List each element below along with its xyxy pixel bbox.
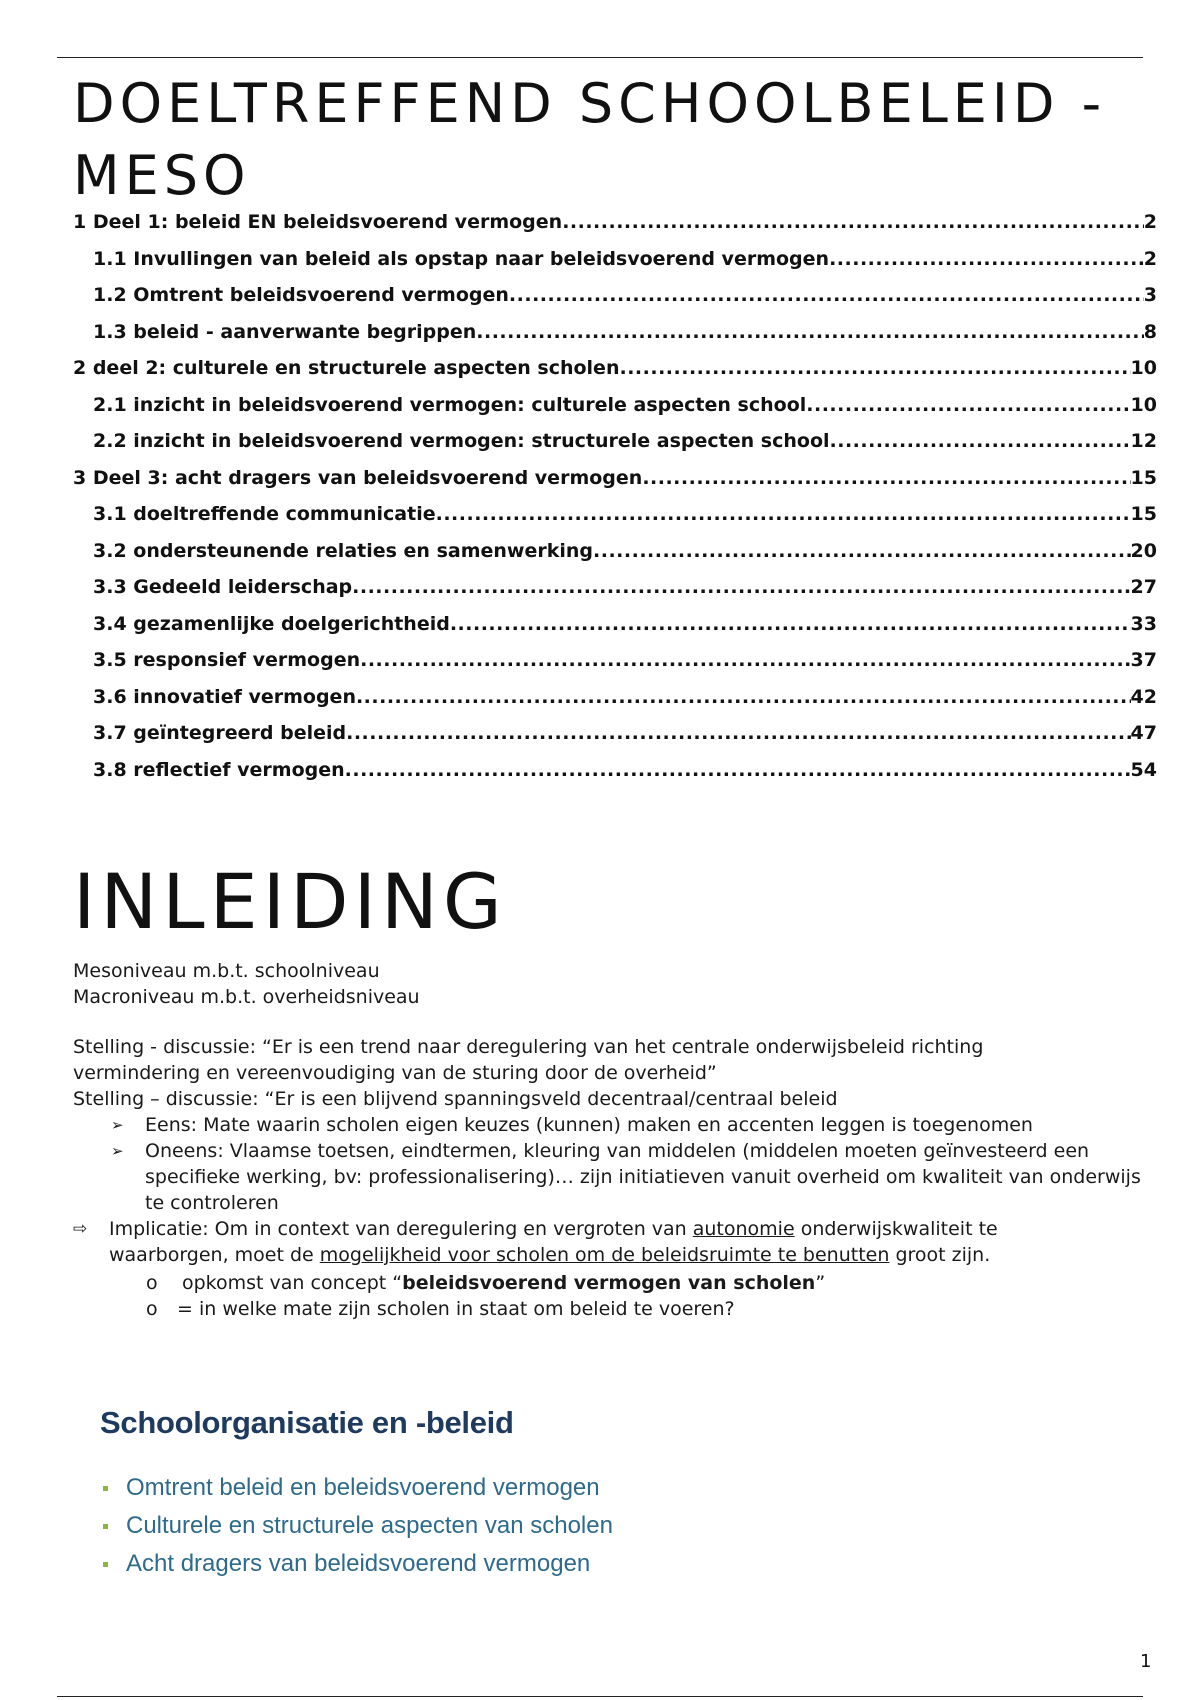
slide-list-item	[100, 1545, 800, 1583]
implicatie-text: onderwijskwaliteit te	[794, 1218, 998, 1240]
toc-entry-text: 2.1 inzicht in beleidsvoerend vermogen: culturele aspecten school	[93, 393, 807, 416]
toc-entry-text: 3.7 geïntegreerd beleid	[93, 722, 347, 744]
header-rule	[57, 57, 1143, 58]
toc-leader	[356, 686, 1131, 708]
slide-bullet-list	[100, 1469, 800, 1583]
page-number: 1	[1140, 1651, 1152, 1672]
sub-item	[73, 1296, 1163, 1322]
toc-entry-text: 1.1 Invullingen van beleid als opstap naar beleidsvoerend vermogen	[93, 247, 830, 270]
toc-entry[interactable]	[73, 467, 1157, 504]
sub-item-text: ”	[815, 1272, 826, 1294]
list-item-text: Oneens: Vlaamse toetsen, eindtermen, kleuring van middelen (middelen moeten geïnvesteerd een specifieke werking, bv: professionalisering)… zijn initiatieven vanuit overheid om kwaliteit van onderwijs te controleren	[145, 1140, 1141, 1214]
stelling-1-line-1: Stelling - discussie: “Er is een trend naar deregulering van het centrale onderwijsbeleid richting	[73, 1036, 984, 1058]
toc-leader	[352, 576, 1130, 598]
toc-leader	[345, 759, 1131, 781]
toc-page-number: 12	[1130, 430, 1157, 452]
toc-leader	[619, 357, 1130, 379]
toc-page-number: 42	[1130, 685, 1157, 708]
toc-entry[interactable]	[73, 321, 1157, 358]
toc-leader	[829, 248, 1144, 270]
slide-list-item	[100, 1469, 800, 1507]
toc-page-number: 37	[1130, 649, 1157, 671]
toc-entry[interactable]	[73, 540, 1157, 577]
list-item-text: Eens: Mate waarin scholen eigen keuzes (kunnen) maken en accenten leggen is toegenomen	[145, 1114, 1033, 1136]
circle-bullet-icon: o	[146, 1272, 158, 1294]
intro-body	[73, 958, 1163, 1322]
toc-entry-text: 2.2 inzicht in beleidsvoerend vermogen: structurele aspecten school	[93, 430, 830, 452]
toc-entry-text: 3.4 gezamenlijke doelgerichtheid	[93, 612, 450, 635]
slide-item-text: Acht dragers van beleidsvoerend vermogen	[126, 1550, 591, 1577]
toc-entry-text: 3.8 reflectief vermogen	[93, 758, 345, 781]
toc-entry-text: 1.2 Omtrent beleidsvoerend vermogen	[93, 284, 509, 306]
toc-entry[interactable]	[73, 284, 1157, 321]
toc-page-number: 3	[1143, 284, 1157, 306]
toc-entry-text: 3.2 ondersteunende relaties en samenwerking	[93, 539, 594, 562]
toc-page-number: 10	[1130, 393, 1157, 416]
toc-entry[interactable]	[73, 722, 1157, 759]
slide-title: Schoolorganisatie en -beleid	[100, 1405, 514, 1440]
toc-leader	[593, 540, 1131, 562]
implicatie-item	[73, 1216, 1163, 1268]
list-item-oneens	[73, 1138, 1163, 1216]
square-bullet-icon	[103, 1524, 108, 1529]
implicatie-underlined: autonomie	[692, 1218, 795, 1240]
toc-leader	[562, 211, 1144, 233]
toc-entry[interactable]	[73, 357, 1157, 394]
implication-arrow-icon: ⇨	[73, 1219, 88, 1239]
sub-item-text: opkomst van concept “	[182, 1272, 403, 1294]
implicatie-text: Implicatie: Om in context van deregulering en vergroten van	[109, 1218, 693, 1240]
toc-entry-text: 1.3 beleid - aanverwante begrippen	[93, 320, 477, 343]
toc-entry[interactable]	[73, 686, 1157, 723]
toc-page-number: 33	[1130, 612, 1157, 635]
toc-entry[interactable]	[73, 503, 1157, 540]
toc-page-number: 20	[1130, 539, 1157, 562]
implicatie-text: waarborgen, moet de	[109, 1244, 320, 1266]
sub-item-text: = in welke mate zijn scholen in staat om beleid te voeren?	[177, 1298, 735, 1320]
toc-entry-text: 3 Deel 3: acht dragers van beleidsvoerend vermogen	[73, 466, 643, 489]
sub-item	[73, 1270, 1163, 1296]
toc-entry-text: 3.3 Gedeeld leiderschap	[93, 576, 353, 598]
toc-page-number: 54	[1130, 758, 1157, 781]
paragraph-line: Mesoniveau m.b.t. schoolniveau	[73, 960, 380, 982]
slide-list-item	[100, 1507, 800, 1545]
toc-entry[interactable]	[73, 211, 1157, 248]
table-of-contents	[73, 211, 1157, 795]
paragraph-line: Macroniveau m.b.t. overheidsniveau	[73, 986, 420, 1008]
toc-leader	[436, 503, 1131, 525]
toc-leader	[509, 284, 1144, 306]
section-heading-inleiding: INLEIDING	[73, 857, 507, 946]
arrow-bullet-icon: ➢	[111, 1116, 124, 1134]
toc-page-number: 15	[1130, 503, 1157, 525]
toc-page-number: 2	[1143, 247, 1157, 270]
toc-entry-text: 3.5 responsief vermogen	[93, 649, 361, 671]
stelling-2: Stelling – discussie: “Er is een blijvend spanningsveld decentraal/centraal beleid	[73, 1088, 838, 1110]
toc-leader	[830, 430, 1131, 452]
toc-entry-text: 1 Deel 1: beleid EN beleidsvoerend vermogen	[73, 211, 563, 233]
document-title: DOELTREFFEND SCHOOLBELEID - MESO	[73, 72, 1107, 207]
toc-leader	[476, 321, 1144, 343]
toc-page-number: 27	[1130, 576, 1157, 598]
toc-entry[interactable]	[73, 649, 1157, 686]
toc-page-number: 15	[1130, 466, 1157, 489]
implicatie-text: groot zijn.	[889, 1244, 991, 1266]
stelling-1-line-2: vermindering en vereenvoudiging van de sturing door de overheid”	[73, 1062, 717, 1084]
square-bullet-icon	[103, 1486, 108, 1491]
toc-entry[interactable]	[73, 394, 1157, 431]
slide-item-text: Omtrent beleid en beleidsvoerend vermogen	[126, 1474, 600, 1501]
toc-leader	[346, 722, 1130, 744]
circle-bullet-icon: o	[146, 1298, 158, 1320]
toc-entry[interactable]	[73, 248, 1157, 285]
toc-entry-text: 3.1 doeltreffende communicatie	[93, 503, 436, 525]
list-item-eens	[73, 1112, 1163, 1138]
toc-leader	[360, 649, 1130, 671]
toc-leader	[806, 394, 1130, 416]
toc-entry-text: 2 deel 2: culturele en structurele aspecten scholen	[73, 357, 620, 379]
toc-entry[interactable]	[73, 613, 1157, 650]
toc-entry-text: 3.6 innovatief vermogen	[93, 685, 356, 708]
paragraph-spacer	[73, 1010, 1163, 1034]
toc-leader	[642, 467, 1130, 489]
toc-page-number: 8	[1143, 320, 1157, 343]
toc-page-number: 47	[1130, 722, 1157, 744]
slide-item-text: Culturele en structurele aspecten van scholen	[126, 1512, 613, 1539]
toc-entry[interactable]	[73, 430, 1157, 467]
toc-page-number: 2	[1143, 211, 1157, 233]
square-bullet-icon	[103, 1562, 108, 1567]
toc-entry[interactable]	[73, 759, 1157, 796]
sub-item-bold: beleidsvoerend vermogen van scholen	[402, 1272, 816, 1294]
embedded-slide-image	[100, 1405, 800, 1583]
toc-entry[interactable]	[73, 576, 1157, 613]
implicatie-underlined: mogelijkheid voor scholen om de beleidsruimte te benutten	[319, 1244, 890, 1266]
toc-page-number: 10	[1130, 357, 1157, 379]
toc-leader	[450, 613, 1131, 635]
arrow-bullet-icon: ➢	[111, 1142, 124, 1160]
footer-rule	[57, 1696, 1143, 1697]
